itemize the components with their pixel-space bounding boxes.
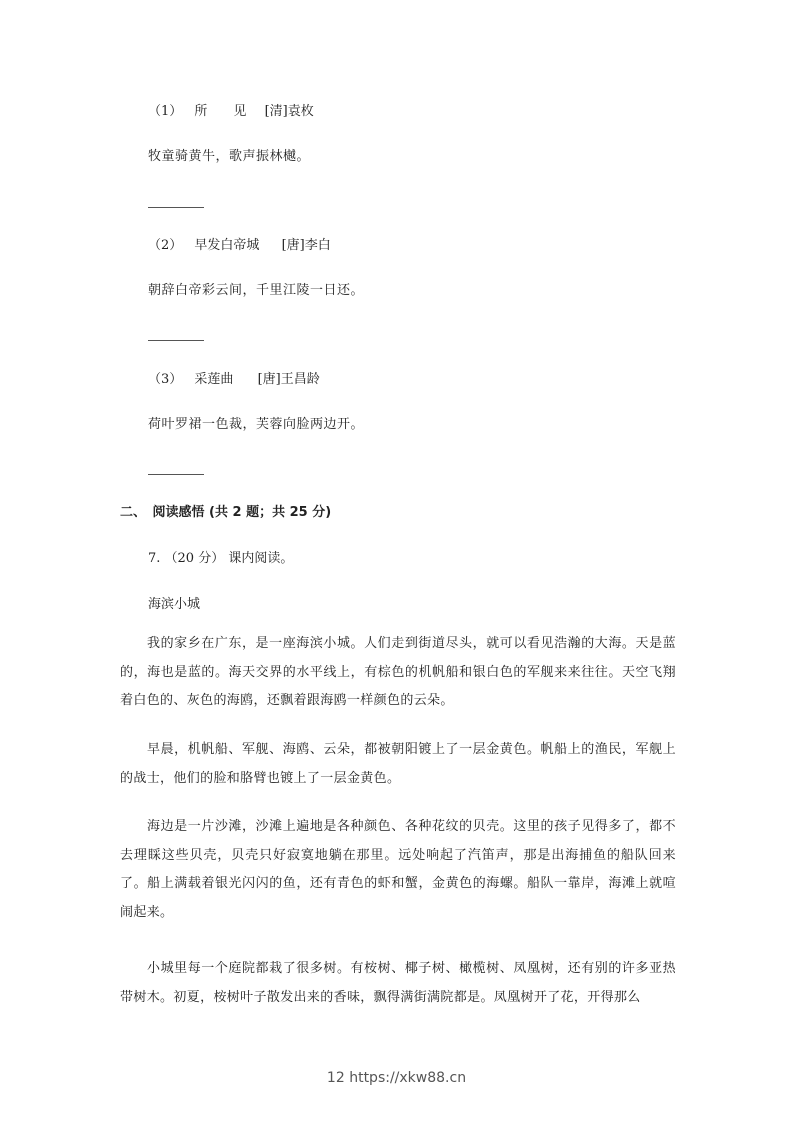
- poem-1-answer-blank[interactable]: [148, 207, 204, 208]
- poem-3-line: 荷叶罗裙一色裁，芙蓉向脸两边开。: [148, 417, 365, 432]
- poem-2-heading: [148, 237, 331, 255]
- question-label: 7. （20 分） 课内阅读。: [148, 551, 294, 566]
- footer-url[interactable]: https://xkw88.cn: [349, 1070, 467, 1086]
- poem-1-number: （1）: [148, 104, 183, 119]
- poem-2-number: （2）: [148, 238, 183, 253]
- page-number: 12: [326, 1070, 345, 1086]
- poem-1-author: [清]袁枚: [264, 104, 314, 119]
- page-footer: [0, 1070, 793, 1086]
- passage-paragraph-3: 海边是一片沙滩，沙滩上遍地是各种颜色、各种花纹的贝壳。这里的孩子见得多了，都不去理睬这些贝壳，贝壳只好寂寞地躺在那里。远处响起了汽笛声，那是出海捕鱼的船队回来了。船上满载着银光闪闪的鱼，还有青色的虾和蟹，金黄色的海螺。船队一靠岸，海滩上就喧闹起来。: [120, 819, 676, 920]
- poem-2-title: 早发白帝城: [194, 238, 260, 253]
- poem-3-number: （3）: [148, 372, 183, 387]
- poem-2-line: 朝辞白帝彩云间，千里江陵一日还。: [148, 283, 365, 298]
- poem-3-answer-blank[interactable]: [148, 474, 204, 475]
- poem-1-title: 所 见: [194, 104, 247, 119]
- passage-paragraph-1: 我的家乡在广东，是一座海滨小城。人们走到街道尽头，就可以看见浩瀚的大海。天是蓝的，海也是蓝的。海天交界的水平线上，有棕色的机帆船和银白色的军舰来来往往。天空飞翔着白色的、灰色的海鸥，还飘着跟海鸥一样颜色的云朵。: [120, 636, 676, 708]
- passage-paragraph-4: 小城里每一个庭院都栽了很多树。有桉树、椰子树、橄榄树、凤凰树，还有别的许多亚热带树木。初夏，桉树叶子散发出来的香味，飘得满街满院都是。凤凰树开了花，开得那么: [120, 961, 676, 1005]
- passage-title: 海滨小城: [148, 597, 201, 612]
- section-heading: 二、 阅读感悟 (共 2 题；共 25 分): [120, 505, 332, 520]
- poem-3-heading: [148, 371, 320, 389]
- poem-3-author: [唐]王昌龄: [257, 372, 320, 387]
- poem-2-answer-blank[interactable]: [148, 340, 204, 341]
- passage-paragraph-2: 早晨，机帆船、军舰、海鸥、云朵，都被朝阳镀上了一层金黄色。帆船上的渔民，军舰上的战士，他们的脸和胳臂也镀上了一层金黄色。: [120, 742, 676, 786]
- poem-3-title: 采莲曲: [194, 372, 234, 387]
- poem-1-line: 牧童骑黄牛，歌声振林樾。: [148, 149, 311, 164]
- poem-2-author: [唐]李白: [281, 238, 331, 253]
- poem-1-heading: [148, 103, 314, 121]
